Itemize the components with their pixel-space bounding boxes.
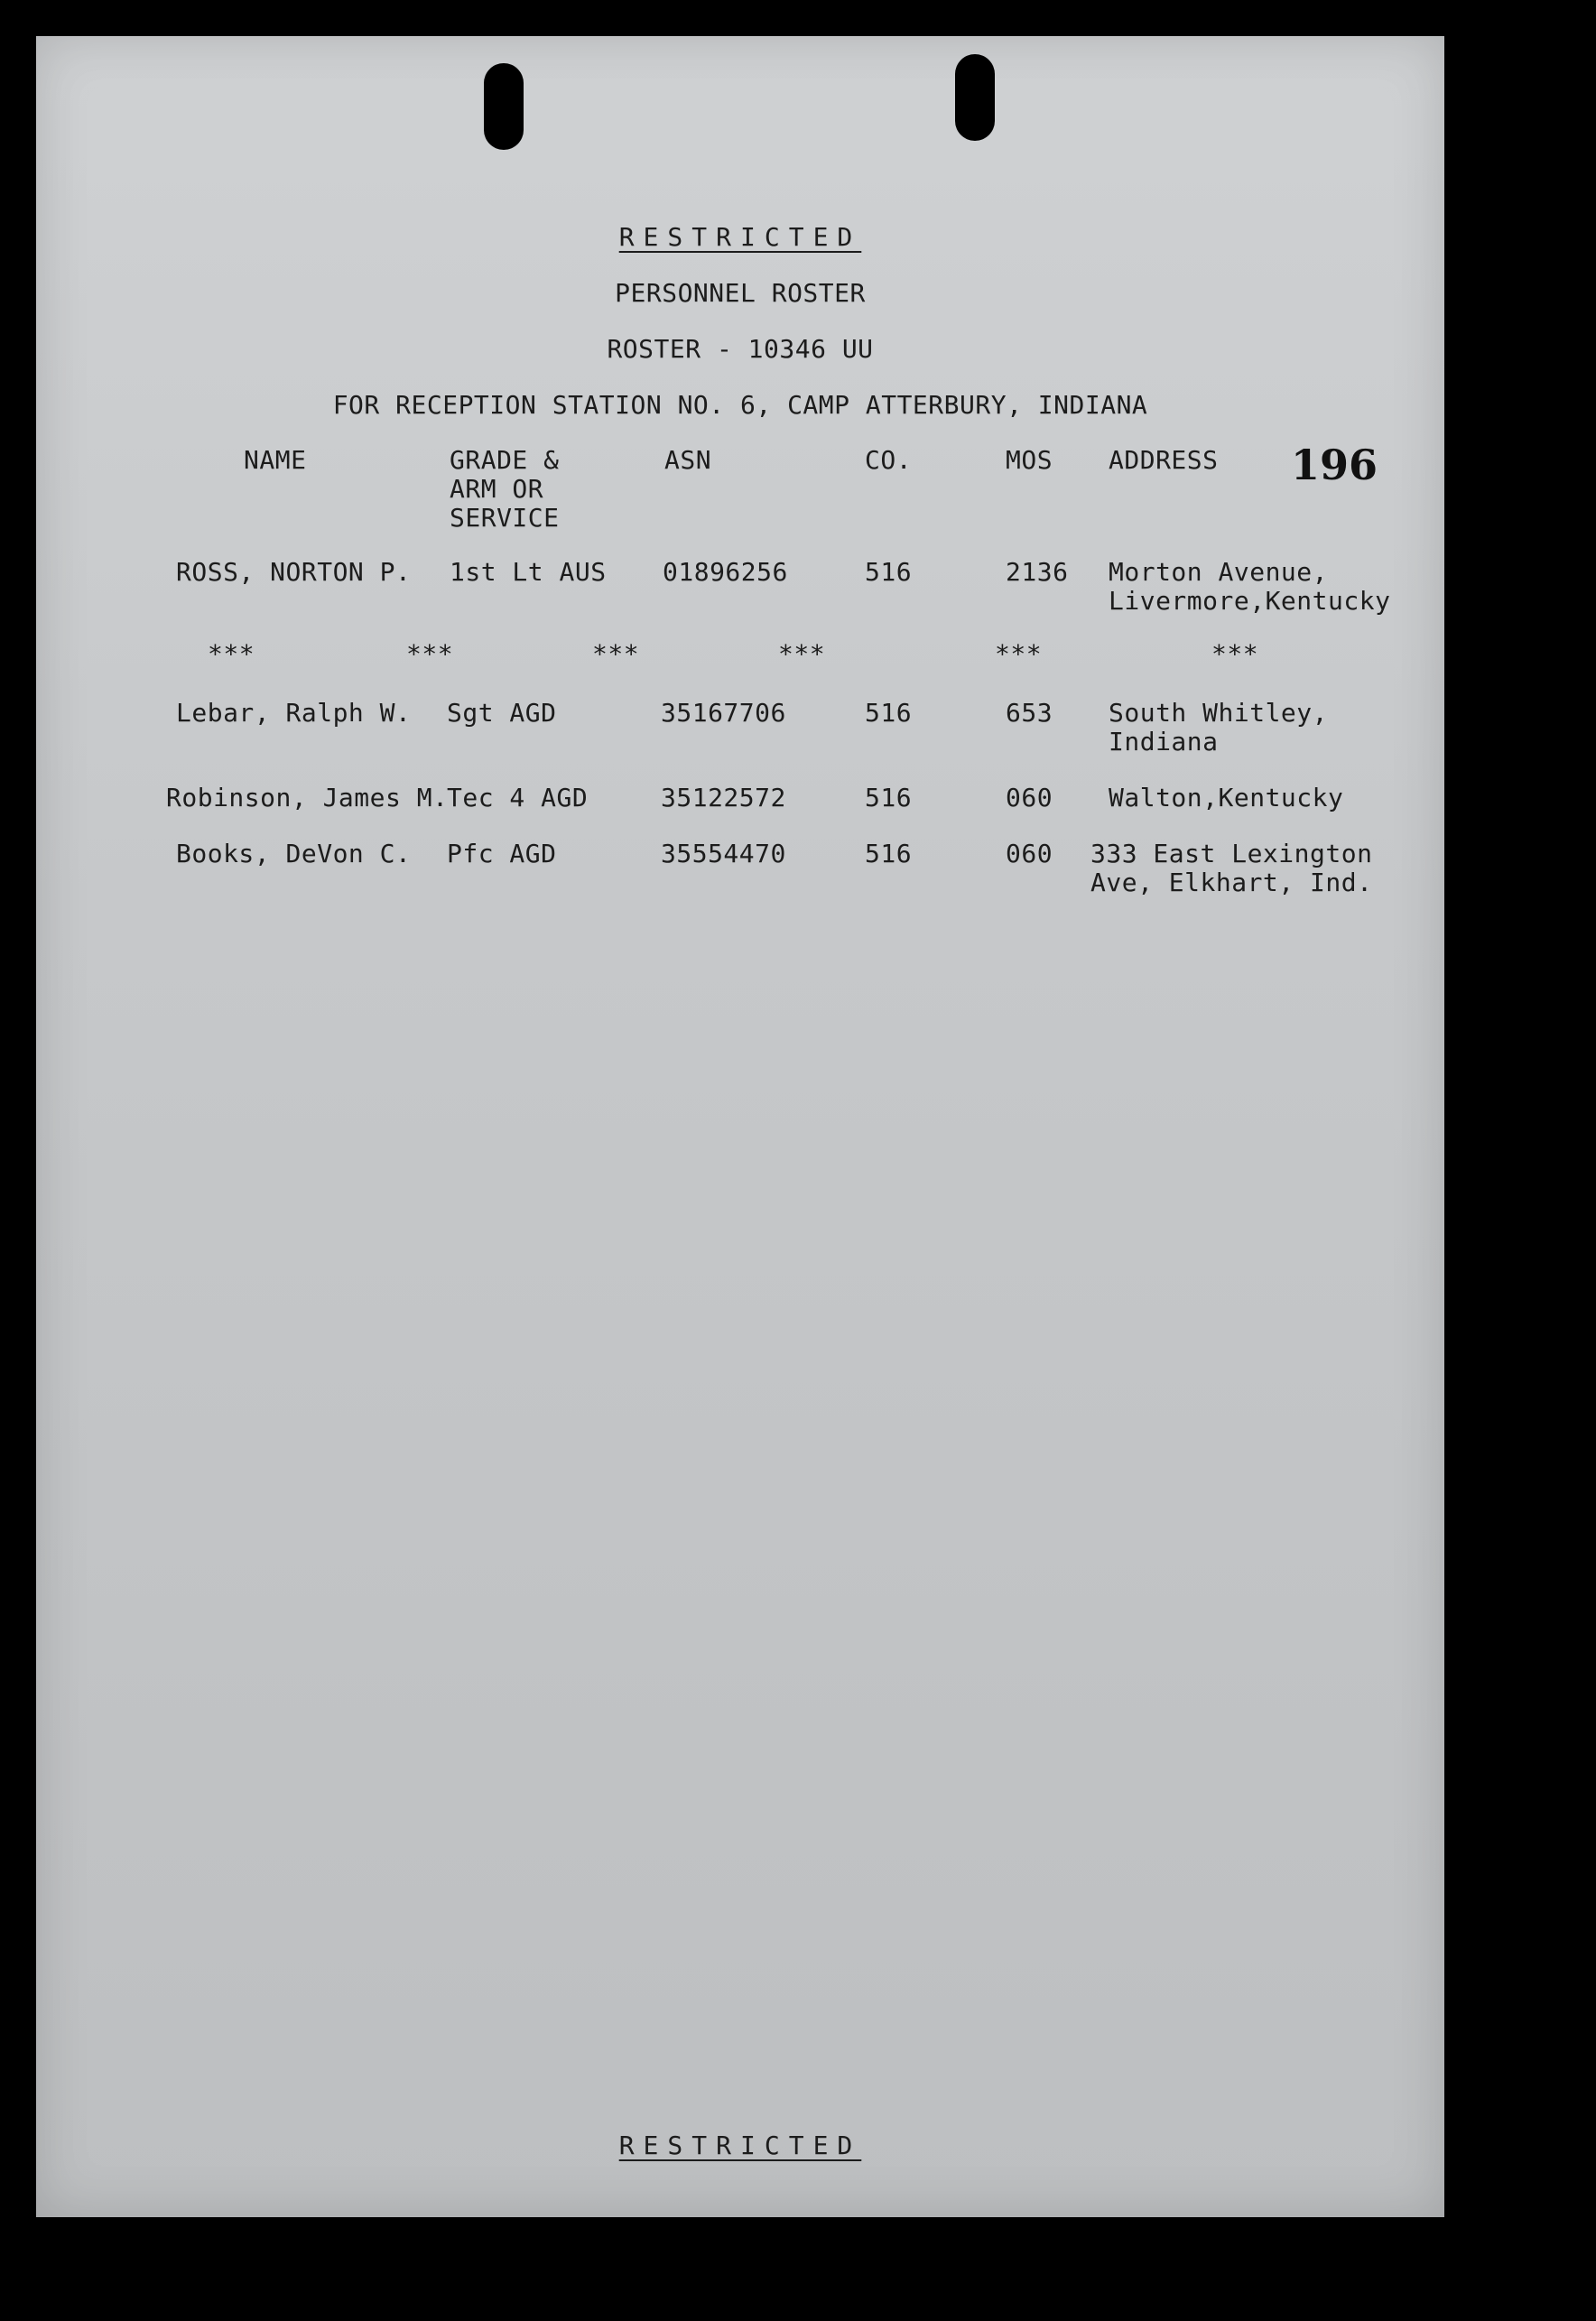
- row-1-co: 516: [865, 557, 913, 587]
- document-page: [36, 36, 1444, 2217]
- row-2-mos: 653: [1006, 698, 1053, 728]
- classification-bottom: RESTRICTED: [618, 2131, 862, 2160]
- separator-stars: ***: [592, 639, 640, 669]
- row-1-asn: 01896256: [663, 557, 788, 587]
- column-header-grade: GRADE & ARM OR SERVICE: [450, 445, 560, 533]
- row-2-address: South Whitley, Indiana: [1109, 698, 1329, 757]
- row-2-asn: 35167706: [661, 698, 786, 728]
- separator-stars: ***: [406, 639, 454, 669]
- row-3-asn: 35122572: [661, 783, 786, 812]
- row-1-address: Morton Avenue, Livermore,Kentucky: [1109, 557, 1391, 616]
- row-2-co: 516: [865, 698, 913, 728]
- station-line: FOR RECEPTION STATION NO. 6, CAMP ATTERBURY, INDIANA: [332, 390, 1148, 420]
- column-header-address: ADDRESS: [1109, 445, 1219, 475]
- separator-stars: ***: [1211, 639, 1259, 669]
- separator-stars: ***: [778, 639, 826, 669]
- classification-top: RESTRICTED: [618, 222, 862, 252]
- row-1-grade: 1st Lt AUS: [450, 557, 607, 587]
- row-4-name: Books, DeVon C.: [176, 839, 412, 868]
- punch-hole: [484, 63, 524, 150]
- row-4-asn: 35554470: [661, 839, 786, 868]
- row-3-address: Walton,Kentucky: [1109, 783, 1344, 812]
- row-4-mos: 060: [1006, 839, 1053, 868]
- column-header-name: NAME: [244, 445, 307, 475]
- row-3-grade: Tec 4 AGD: [447, 783, 589, 812]
- column-header-mos: MOS: [1006, 445, 1053, 475]
- row-2-name: Lebar, Ralph W.: [176, 698, 412, 728]
- separator-stars: ***: [995, 639, 1043, 669]
- column-header-asn: ASN: [664, 445, 712, 475]
- row-4-grade: Pfc AGD: [447, 839, 557, 868]
- row-3-name: Robinson, James M.: [166, 783, 449, 812]
- roster-number: ROSTER - 10346 UU: [607, 334, 874, 364]
- row-3-co: 516: [865, 783, 913, 812]
- row-1-mos: 2136: [1006, 557, 1069, 587]
- separator-stars: ***: [208, 639, 255, 669]
- page-number-stamp: 196: [1291, 441, 1378, 489]
- row-4-address: 333 East Lexington Ave, Elkhart, Ind.: [1090, 839, 1373, 897]
- row-2-grade: Sgt AGD: [447, 698, 557, 728]
- document-title: PERSONNEL ROSTER: [615, 278, 866, 308]
- row-4-co: 516: [865, 839, 913, 868]
- row-3-mos: 060: [1006, 783, 1053, 812]
- punch-hole: [955, 54, 995, 141]
- column-header-co: CO.: [865, 445, 913, 475]
- row-1-name: ROSS, NORTON P.: [176, 557, 412, 587]
